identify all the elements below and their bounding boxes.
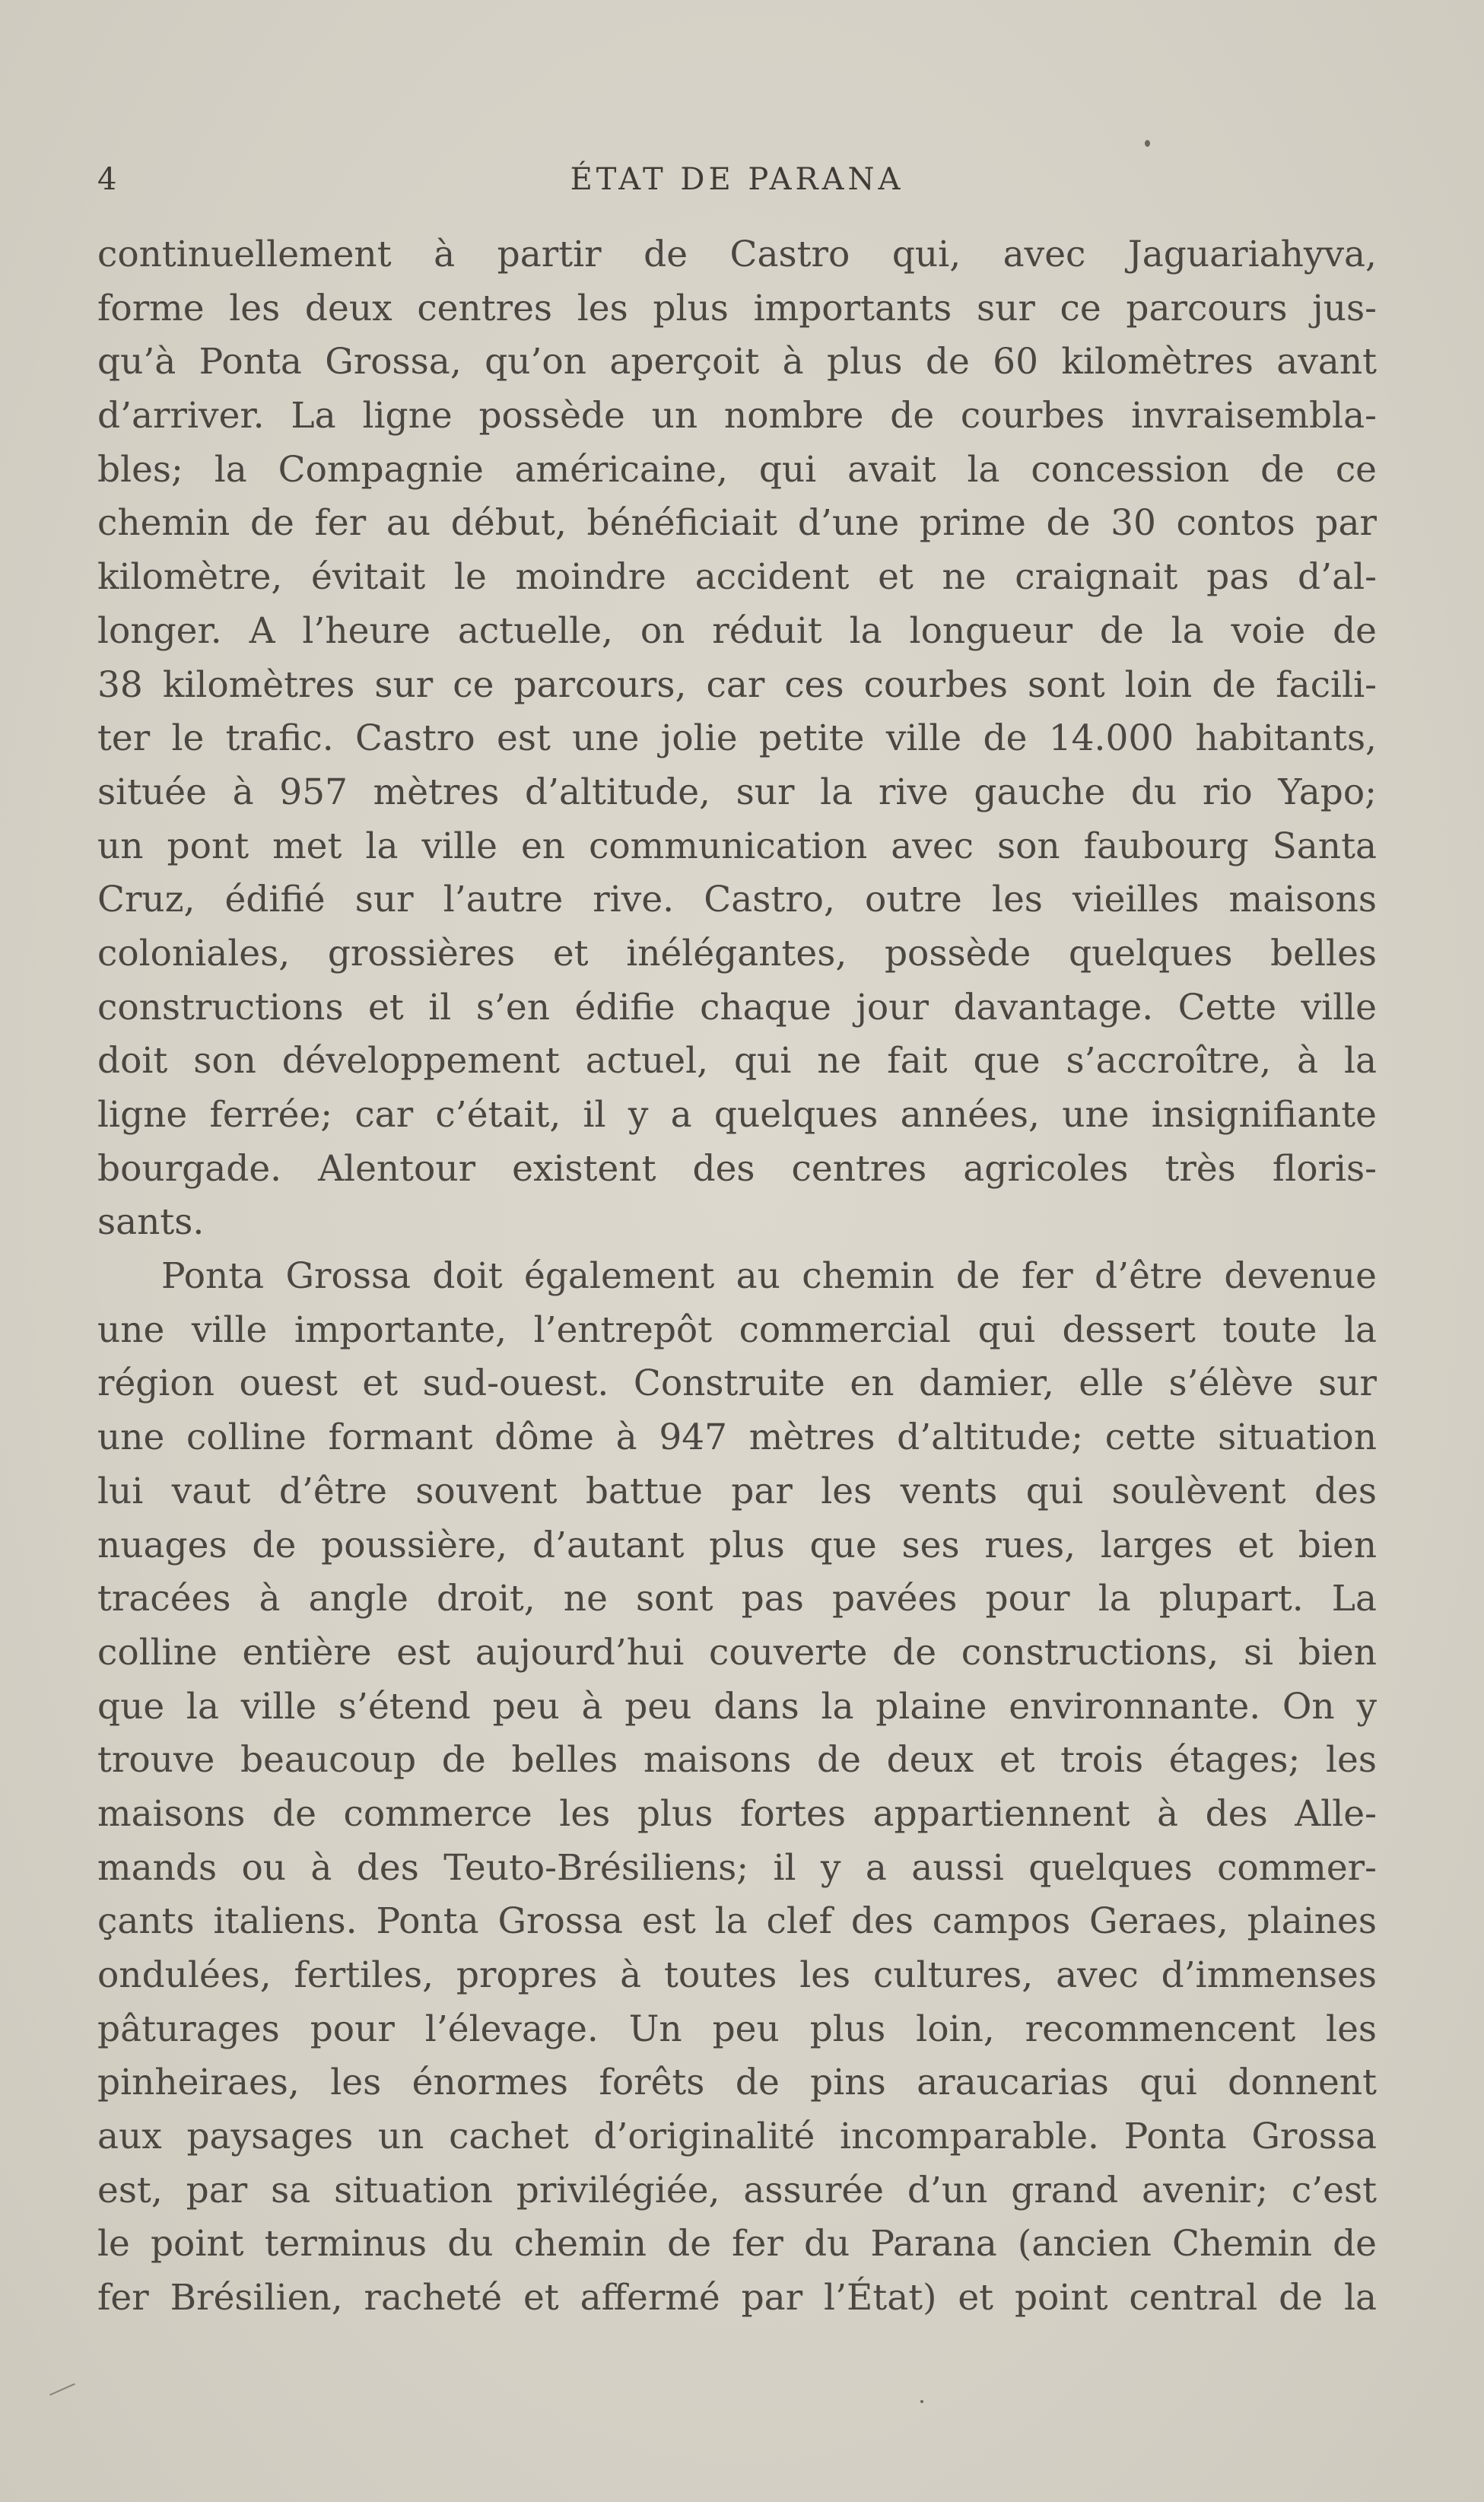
running-head bbox=[97, 156, 1377, 209]
ink-speck bbox=[1145, 140, 1150, 147]
text-line: mands ou à des Teuto-Brésiliens; il y a aussi quelques commer- bbox=[97, 1846, 1377, 1889]
text-line: longer. A l’heure actuelle, on réduit la longueur de la voie de bbox=[97, 609, 1377, 652]
paper-scratch bbox=[49, 2383, 75, 2395]
text-line: lui vaut d’être souvent battue par les vents qui soulèvent des bbox=[97, 1470, 1377, 1512]
text-line: une colline formant dôme à 947 mètres d’altitude; cette situation bbox=[97, 1416, 1377, 1459]
text-line: trouve beaucoup de belles maisons de deux et trois étages; les bbox=[97, 1739, 1377, 1782]
text-line: aux paysages un cachet d’originalité incomparable. Ponta Grossa bbox=[97, 2116, 1377, 2158]
text-line: çants italiens. Ponta Grossa est la clef des campos Geraes, plaines bbox=[97, 1900, 1377, 1943]
text-line: chemin de fer au début, bénéficiait d’une prime de 30 contos par bbox=[97, 502, 1377, 545]
text-line: située à 957 mètres d’altitude, sur la rive gauche du rio Yapo; bbox=[97, 771, 1377, 813]
text-line: est, par sa situation privilégiée, assurée d’un grand avenir; c’est bbox=[97, 2169, 1377, 2211]
text-line: forme les deux centres les plus importants sur ce parcours jus- bbox=[97, 287, 1377, 329]
text-line: ter le trafic. Castro est une jolie petite ville de 14.000 habitants, bbox=[97, 717, 1377, 760]
text-line: région ouest et sud-ouest. Construite en damier, elle s’élève sur bbox=[97, 1362, 1377, 1405]
body-text bbox=[97, 228, 1377, 2326]
text-line: qu’à Ponta Grossa, qu’on aperçoit à plus de 60 kilomètres avant bbox=[97, 341, 1377, 383]
paragraph-1 bbox=[97, 228, 1377, 1250]
text-line: pâturages pour l’élevage. Un peu plus loin, recommencent les bbox=[97, 2008, 1377, 2050]
text-line: le point terminus du chemin de fer du Parana (ancien Chemin de bbox=[97, 2223, 1377, 2265]
text-line: ondulées, fertiles, propres à toutes les cultures, avec d’immenses bbox=[97, 1954, 1377, 1996]
text-line: tracées à angle droit, ne sont pas pavées pour la plupart. La bbox=[97, 1578, 1377, 1620]
paragraph-2 bbox=[97, 1250, 1377, 2326]
text-line: 38 kilomètres sur ce parcours, car ces courbes sont loin de facili- bbox=[97, 663, 1377, 706]
text-line: Cruz, édifié sur l’autre rive. Castro, outre les vieilles maisons bbox=[97, 879, 1377, 921]
text-line: bles; la Compagnie américaine, qui avait la concession de ce bbox=[97, 448, 1377, 491]
text-line: nuages de poussière, d’autant plus que ses rues, larges et bien bbox=[97, 1524, 1377, 1566]
text-line: un pont met la ville en communication avec son faubourg Santa bbox=[97, 825, 1377, 867]
text-line: que la ville s’étend peu à peu dans la plaine environnante. On y bbox=[97, 1685, 1377, 1728]
text-line: continuellement à partir de Castro qui, avec Jaguariahyva, bbox=[97, 234, 1377, 275]
text-line: ligne ferrée; car c’était, il y a quelques années, une insignifiante bbox=[97, 1094, 1377, 1136]
text-line: fer Brésilien, racheté et affermé par l’État) et point central de la bbox=[97, 2277, 1377, 2319]
text-line: sants. bbox=[97, 1201, 205, 1244]
text-line: maisons de commerce les plus fortes appartiennent à des Alle- bbox=[97, 1792, 1377, 1835]
text-line: coloniales, grossières et inélégantes, possède quelques belles bbox=[97, 932, 1377, 974]
text-line: colline entière est aujourd’hui couverte de constructions, si bien bbox=[97, 1631, 1377, 1674]
text-line: constructions et il s’en édifie chaque jour davantage. Cette ville bbox=[97, 986, 1377, 1028]
ink-speck bbox=[920, 2400, 923, 2403]
text-line: une ville importante, l’entrepôt commercial qui dessert toute la bbox=[97, 1308, 1377, 1351]
text-line: bourgade. Alentour existent des centres agricoles très floris- bbox=[97, 1147, 1377, 1190]
text-line: Ponta Grossa doit également au chemin de fer d’être devenue bbox=[161, 1255, 1377, 1298]
page-heading: ÉTAT DE PARANA bbox=[570, 162, 904, 197]
text-line: pinheiraes, les énormes forêts de pins araucarias qui donnent bbox=[97, 2062, 1377, 2104]
text-line: d’arriver. La ligne possède un nombre de courbes invraisembla- bbox=[97, 395, 1377, 437]
text-line: doit son développement actuel, qui ne fait que s’accroître, à la bbox=[97, 1040, 1377, 1083]
page-number: 4 bbox=[97, 162, 117, 197]
text-line: kilomètre, évitait le moindre accident et ne craignait pas d’al- bbox=[97, 556, 1377, 599]
